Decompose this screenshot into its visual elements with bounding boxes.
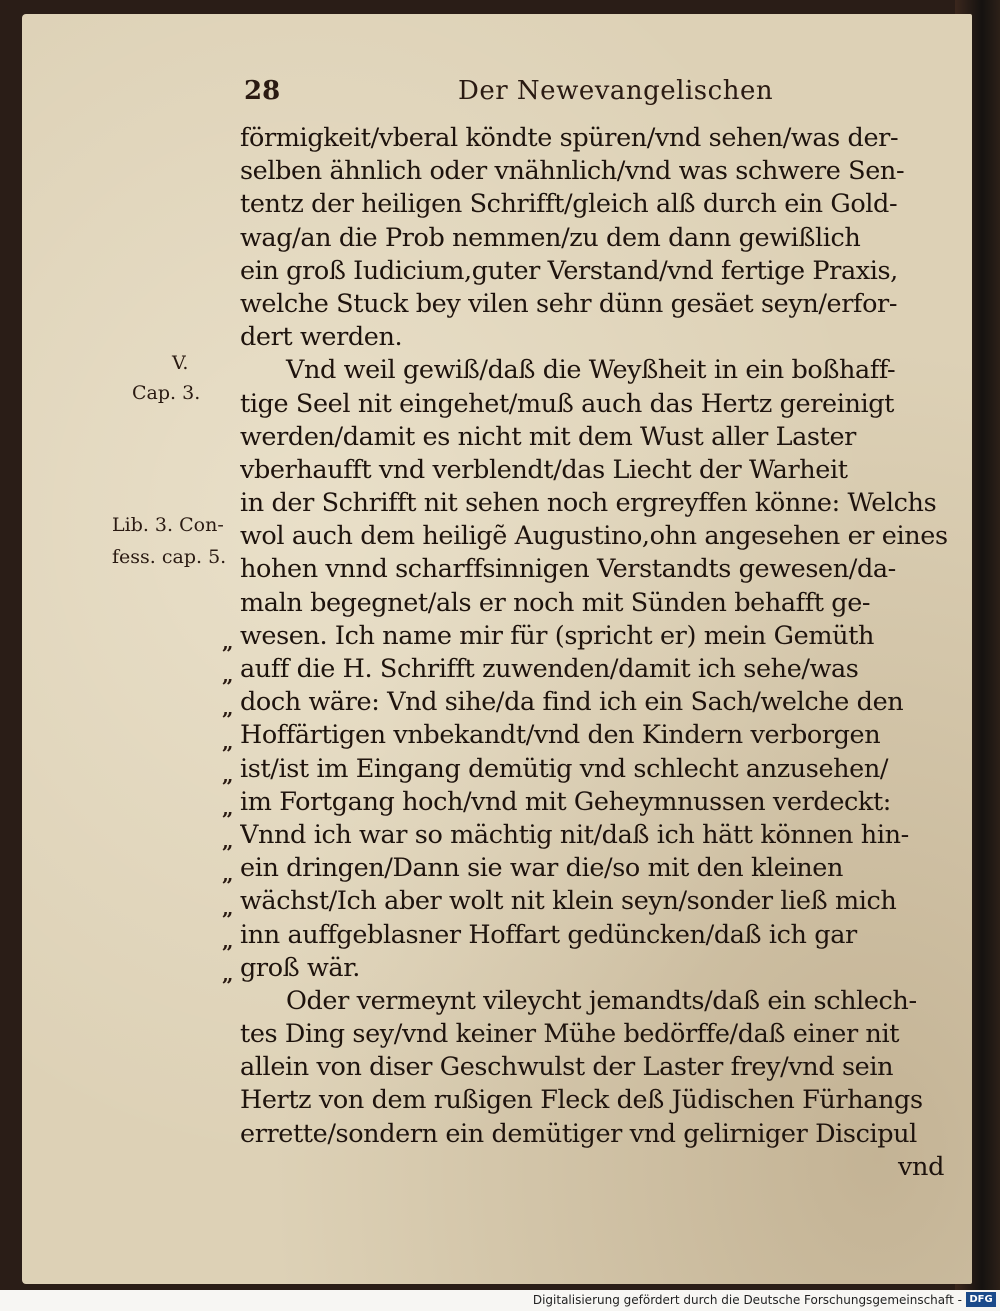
book-page (22, 14, 972, 1284)
quote-mark: „ (222, 762, 234, 787)
quote-mark: „ (222, 663, 234, 688)
text-line: ein dringen/Dann sie war die/so mit den kleinen (240, 853, 843, 884)
text-line: förmigkeit/vberal köndte spüren/vnd sehen/was der- (240, 123, 899, 153)
text-line: Hertz von dem rußigen Fleck deß Jüdischen Fürhangs (240, 1085, 923, 1116)
text-line: ist/ist im Eingang demütig vnd schlecht anzusehen/ (240, 753, 889, 784)
text-line: allein von diser Geschwulst der Laster frey/vnd sein (240, 1052, 894, 1083)
text-line: dert werden. (240, 322, 403, 353)
quote-mark: „ (222, 729, 234, 754)
page-header (22, 76, 972, 116)
margin-reference-1: Lib. 3. Con- (112, 514, 224, 536)
text-line: doch wäre: Vnd sihe/da find ich ein Sach/welche den (240, 687, 904, 718)
text-line: welche Stuck bey vilen sehr dünn gesäet seyn/erfor- (240, 288, 898, 319)
text-line: groß wär. (240, 952, 360, 983)
margin-reference-2: fess. cap. 5. (112, 546, 227, 568)
quote-mark: „ (222, 829, 234, 854)
text-line: selben ähnlich oder vnähnlich/vnd was schwere Sen- (240, 156, 905, 187)
text-line: Oder vermeynt vileycht jemandts/daß ein schlech- (286, 985, 917, 1016)
text-line: Vnnd ich war so mächtig nit/daß ich hätt können hin- (240, 819, 909, 850)
digitization-footer (0, 1290, 1000, 1311)
catchword: vnd (898, 1151, 944, 1182)
text-line: ein groß Iudicium,guter Verstand/vnd fertige Praxis, (240, 255, 898, 286)
text-line: Vnd weil gewiß/daß die Weyßheit in ein boßhaff- (286, 355, 896, 386)
text-line: maln begegnet/als er noch mit Sünden behafft ge- (240, 587, 871, 618)
text-line: wag/an die Prob nemmen/zu dem dann gewißlich (240, 222, 861, 253)
text-line: wesen. Ich name mir für (spricht er) mein Gemüth (240, 620, 874, 651)
running-head: Der Newevangelischen (458, 76, 774, 106)
quote-mark: „ (222, 928, 234, 953)
quote-mark: „ (222, 962, 234, 986)
quote-mark: „ (222, 862, 234, 887)
text-line: wol auch dem heiligẽ Augustino,ohn angesehen er eines (240, 521, 948, 552)
text-line: in der Schrifft nit sehen noch ergreyffen könne: Welchs (240, 488, 937, 519)
text-line: hohen vnnd scharffsinnigen Verstandts gewesen/da- (240, 554, 896, 585)
margin-numeral: V. (172, 352, 189, 374)
text-line: vberhaufft vnd verblendt/das Liecht der Warheit (240, 454, 848, 485)
text-line: wächst/Ich aber wolt nit klein seyn/sonder ließ mich (240, 886, 897, 917)
body-text (240, 122, 952, 1184)
quote-mark: „ (222, 895, 234, 920)
dfg-logo: DFG (966, 1292, 996, 1307)
funding-notice: Digitalisierung gefördert durch die Deutsche Forschungsgemeinschaft - (532, 1293, 962, 1307)
text-line: werden/damit es nicht mit dem Wust aller Laster (240, 421, 856, 452)
text-line: Hoffärtigen vnbekandt/vnd den Kindern verborgen (240, 720, 881, 751)
text-line: tige Seel nit eingehet/muß auch das Hertz gereinigt (240, 388, 895, 419)
quote-mark: „ (222, 696, 234, 721)
text-line: auff die H. Schrifft zuwenden/damit ich sehe/was (240, 654, 859, 684)
text-line: inn auffgeblasner Hoffart gedüncken/daß ich gar (240, 919, 857, 950)
text-line: tentz der heiligen Schrifft/gleich alß durch ein Gold- (240, 189, 898, 220)
margin-cap: Cap. 3. (132, 382, 201, 404)
text-line: errette/sondern ein demütiger vnd gelirniger Discipul (240, 1118, 917, 1149)
page-number: 28 (244, 76, 281, 106)
text-line: tes Ding sey/vnd keiner Mühe bedörffe/daß einer nit (240, 1019, 900, 1050)
quote-mark: „ (222, 630, 234, 654)
quote-mark: „ (222, 796, 234, 820)
text-line: im Fortgang hoch/vnd mit Geheymnussen verdeckt: (240, 786, 891, 817)
